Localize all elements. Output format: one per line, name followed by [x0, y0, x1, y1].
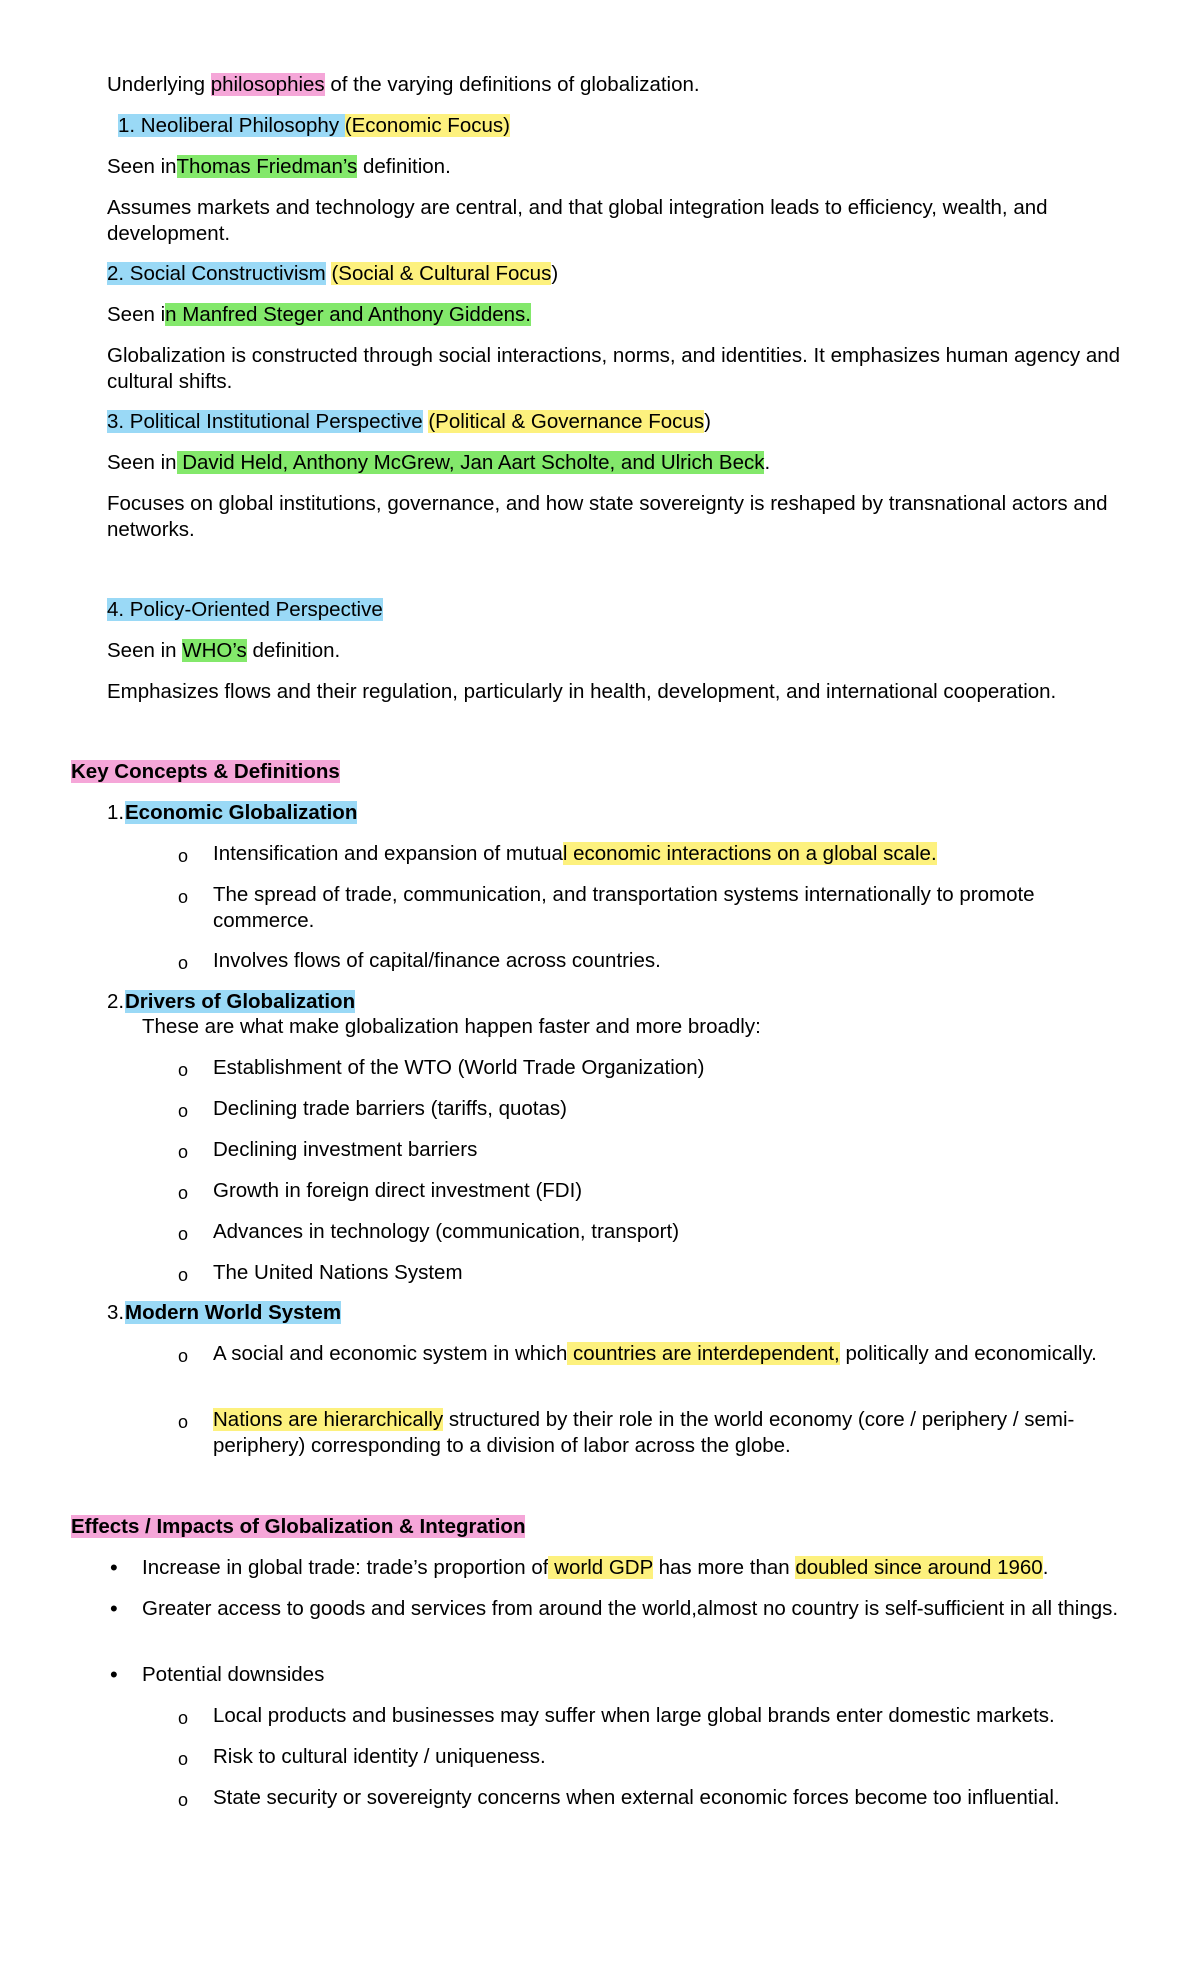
key-concepts-heading: [71, 759, 340, 785]
effect-1: [142, 1555, 1048, 1581]
driver-item-6: The United Nations System: [213, 1261, 463, 1284]
philosophy-4-author: WHO’s: [182, 639, 247, 662]
philosophy-2-focus: (Social & Cultural Focus: [331, 262, 552, 285]
concept-3-title: Modern World System: [125, 1301, 342, 1324]
philosophy-1-title: 1. Neoliberal Philosophy: [118, 114, 345, 137]
philosophy-2-description: Globalization is constructed through social interactions, norms, and identities. It emphasizes human agency and cultural shifts.: [107, 344, 1121, 393]
philosophy-4-heading: [107, 597, 383, 623]
highlight-interdependent: countries are interdependent,: [567, 1342, 840, 1365]
philosophy-1-heading: [118, 113, 510, 139]
seen-suffix: .: [764, 451, 771, 474]
concept-2-intro: These are what make globalization happen faster and more broadly:: [142, 1015, 761, 1038]
philosophy-3-focus: (Political & Governance Focus: [428, 410, 705, 433]
bullet-text-end: politically and economically.: [839, 1342, 1097, 1365]
effect-2: Greater access to goods and services from around the world,almost no country is self-sufficient in all things.: [142, 1597, 1119, 1620]
highlight-hierarchically: Nations are hierarchically: [213, 1408, 444, 1431]
circle-bullet-icon: o: [178, 887, 189, 907]
effect-text-mid: has more than: [652, 1556, 796, 1579]
intro-text: Underlying: [107, 73, 211, 96]
concept-1-bullet-1: [213, 841, 937, 867]
circle-bullet-icon: o: [178, 1346, 189, 1366]
effect-text-end: .: [1042, 1556, 1049, 1579]
effect-text: Increase in global trade: trade’s proportion of: [142, 1556, 549, 1579]
philosophy-4-title: 4. Policy-Oriented Perspective: [107, 598, 383, 621]
philosophy-3-seen: [107, 450, 770, 476]
downside-item-2: Risk to cultural identity / uniqueness.: [213, 1745, 546, 1768]
intro-line: [107, 72, 700, 98]
highlight-economic-interactions: l economic interactions on a global scale.: [562, 842, 937, 865]
downside-item-1: Local products and businesses may suffer when large global brands enter domestic markets.: [213, 1704, 1055, 1727]
bullet-dot-icon: •: [110, 1596, 118, 1621]
concept-2-heading: [125, 989, 355, 1015]
highlight-world-gdp: world GDP: [548, 1556, 653, 1579]
bullet-text-end: structured by their role in the world economy (core / periphery / semi-periphery) corresponding to a division of labor across the globe.: [213, 1408, 1075, 1457]
philosophy-2-seen: [107, 302, 531, 328]
philosophy-1-description: Assumes markets and technology are central, and that global integration leads to efficiency, wealth, and development.: [107, 196, 1048, 245]
philosophy-3-title: 3. Political Institutional Perspective: [107, 410, 423, 433]
circle-bullet-icon: o: [178, 1101, 189, 1121]
concept-3-heading: [125, 1300, 341, 1326]
circle-bullet-icon: o: [178, 1708, 189, 1728]
seen-label: Seen in: [107, 155, 177, 178]
intro-text-end: of the varying definitions of globalization.: [324, 73, 700, 96]
seen-label: Seen in: [107, 451, 177, 474]
driver-item-1: Establishment of the WTO (World Trade Organization): [213, 1056, 705, 1079]
effect-3: Potential downsides: [142, 1663, 325, 1686]
paren-close: ): [704, 410, 711, 433]
philosophy-2-authors: n Manfred Steger and Anthony Giddens.: [165, 303, 531, 326]
circle-bullet-icon: o: [178, 953, 189, 973]
downside-item-3: State security or sovereignty concerns when external economic forces become too influential.: [213, 1786, 1060, 1809]
highlight-doubled: doubled since around 1960: [795, 1556, 1043, 1579]
philosophy-3-description: Focuses on global institutions, governance, and how state sovereignty is reshaped by transnational actors and networks.: [107, 492, 1108, 541]
philosophy-3-authors: David Held, Anthony McGrew, Jan Aart Scholte, and Ulrich Beck: [176, 451, 765, 474]
concept-2-number: 2.: [107, 990, 125, 1013]
philosophy-3-heading: [107, 409, 711, 435]
driver-item-4: Growth in foreign direct investment (FDI): [213, 1179, 583, 1202]
driver-item-3: Declining investment barriers: [213, 1138, 478, 1161]
key-concepts-title: Key Concepts & Definitions: [71, 760, 340, 783]
circle-bullet-icon: o: [178, 1749, 189, 1769]
seen-suffix: definition.: [246, 639, 341, 662]
philosophy-4-description: Emphasizes flows and their regulation, particularly in health, development, and international cooperation.: [107, 680, 1057, 703]
circle-bullet-icon: o: [178, 1790, 189, 1810]
circle-bullet-icon: o: [178, 1183, 189, 1203]
concept-1-heading: [125, 800, 357, 826]
circle-bullet-icon: o: [178, 1142, 189, 1162]
bullet-dot-icon: •: [110, 1662, 118, 1687]
concept-1-bullet-2: The spread of trade, communication, and transportation systems internationally to promote commerce.: [213, 883, 1035, 932]
concept-1-title: Economic Globalization: [125, 801, 358, 824]
circle-bullet-icon: o: [178, 1224, 189, 1244]
circle-bullet-icon: o: [178, 1060, 189, 1080]
concept-3-number: 3.: [107, 1301, 125, 1324]
seen-suffix: definition.: [357, 155, 451, 178]
paren-close: ): [551, 262, 559, 285]
philosophy-1-seen: [107, 154, 451, 180]
effects-heading: [71, 1514, 525, 1540]
bullet-dot-icon: •: [110, 1555, 118, 1580]
driver-item-2: Declining trade barriers (tariffs, quotas): [213, 1097, 567, 1120]
bullet-text: Intensification and expansion of mutua: [213, 842, 563, 865]
bullet-text: A social and economic system in which: [213, 1342, 568, 1365]
seen-label: Seen i: [107, 303, 166, 326]
philosophy-1-focus: (Economic Focus): [344, 114, 510, 137]
concept-1-bullet-3: Involves flows of capital/finance across countries.: [213, 949, 661, 972]
philosophy-4-seen: [107, 638, 340, 664]
driver-item-5: Advances in technology (communication, transport): [213, 1220, 680, 1243]
philosophy-1-author: Thomas Friedman’s: [176, 155, 358, 178]
philosophy-2-title: 2. Social Constructivism: [107, 262, 326, 285]
highlight-philosophies: philosophies: [210, 73, 325, 96]
concept-3-bullet-1: [213, 1341, 1113, 1367]
circle-bullet-icon: o: [178, 1265, 189, 1285]
circle-bullet-icon: o: [178, 846, 189, 866]
concept-1-number: 1.: [107, 801, 125, 824]
circle-bullet-icon: o: [178, 1412, 189, 1432]
concept-2-title: Drivers of Globalization: [125, 990, 356, 1013]
seen-label: Seen in: [107, 639, 183, 662]
effects-title: Effects / Impacts of Globalization & Integration: [71, 1515, 526, 1538]
philosophy-2-heading: [107, 261, 558, 287]
concept-3-bullet-2: [213, 1407, 1128, 1459]
